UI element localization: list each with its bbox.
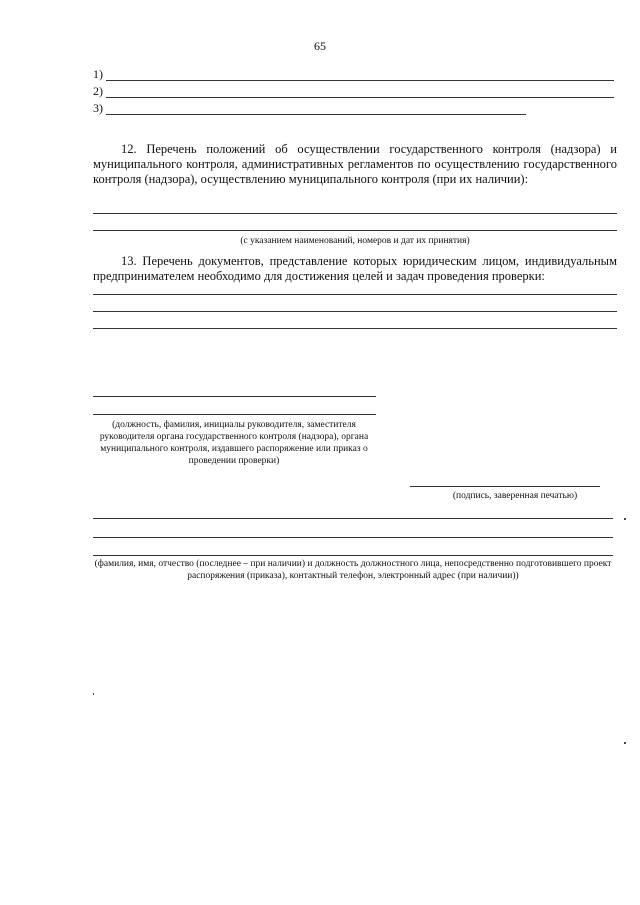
section-13-text: 13. Перечень документов, представление которых юридическим лицом, индивидуальным предпринимателем необходимо для достижения целей и задач проведения проверки:: [93, 254, 617, 283]
signature-caption: (подпись, заверенная печатью): [452, 491, 578, 501]
section-12-caption: (с указанием наименований, номеров и дат их принятия): [240, 236, 470, 246]
preparer-caption: (фамилия, имя, отчество (последнее – при наличии) и должность должностного лица, непосредственно подготовившего проект распоряжения (приказа), контактный телефон, электронный адрес (при наличии)): [94, 559, 612, 581]
list-item-1-number: 1): [93, 67, 103, 81]
section-13-line-3: [93, 328, 617, 329]
section-13-line-1: [93, 294, 617, 295]
section-12-text: 12. Перечень положений об осуществлении государственного контроля (надзора) и муниципального контроля, административных регламентов по осуществлению государственного контроля (надзора), осуществлению муниципального контроля (при их наличии):: [93, 142, 617, 186]
list-item-2-number: 2): [93, 84, 103, 98]
list-item-2-line: [106, 97, 614, 98]
list-item-3-line: [106, 114, 526, 115]
official-line-2: [93, 414, 376, 415]
official-position-caption: (должность, фамилия, инициалы руководителя, заместителя руководителя органа государственного контроля (надзора), органа муниципального контроля, издавшего распоряжение или приказ о проведении проверки): [99, 420, 369, 466]
section-12-line-2: [93, 230, 617, 231]
preparer-line-3: [93, 555, 613, 556]
list-item-3-number: 3): [93, 101, 103, 115]
scan-speck: [624, 742, 626, 744]
list-item-1-line: [106, 80, 614, 81]
scan-speck: [624, 518, 626, 520]
preparer-line-1: [93, 518, 613, 519]
scan-speck: [93, 693, 94, 695]
signature-line: [410, 486, 600, 487]
section-12-line-1: [93, 213, 617, 214]
section-13-line-2: [93, 311, 617, 312]
page-number: 65: [314, 39, 326, 53]
preparer-line-2: [93, 537, 613, 538]
official-line-1: [93, 396, 376, 397]
